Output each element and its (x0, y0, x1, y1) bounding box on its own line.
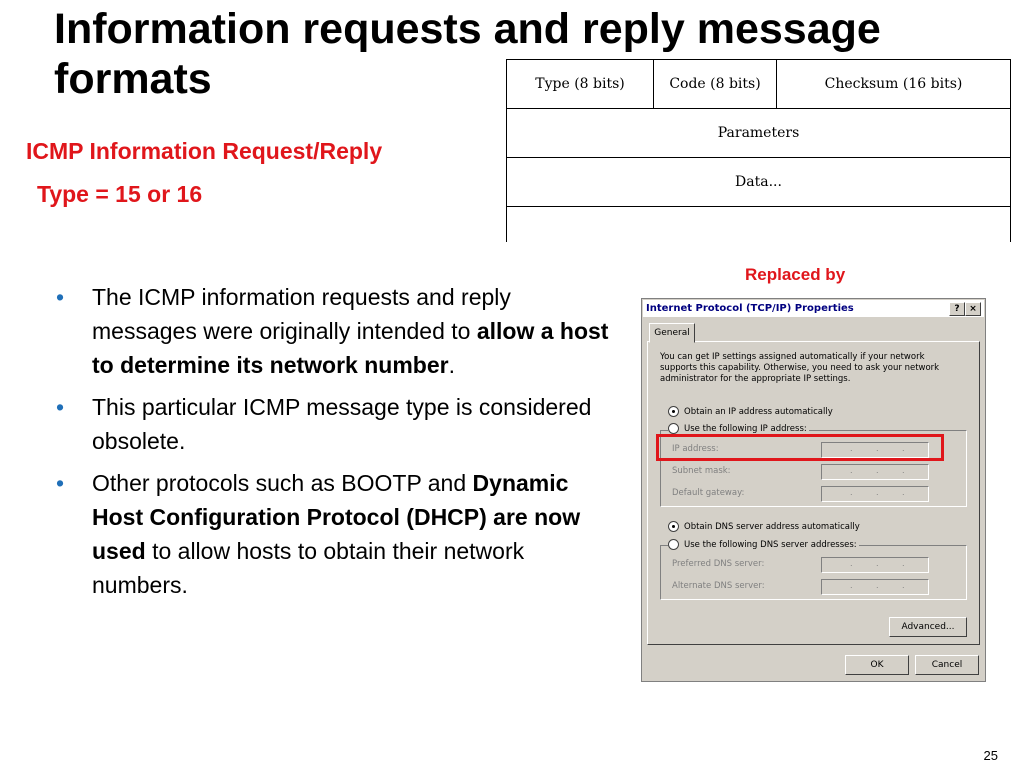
preferred-dns-input[interactable]: . . . (821, 557, 929, 573)
radio-use-following-dns[interactable]: Use the following DNS server addresses: (668, 539, 859, 550)
page-number: 25 (983, 748, 998, 763)
dialog-title: Internet Protocol (TCP/IP) Properties (646, 303, 854, 314)
parameters-cell: Parameters (507, 109, 1011, 158)
cancel-button[interactable]: Cancel (915, 655, 979, 675)
tcpip-properties-dialog (641, 298, 986, 682)
bullet-icon: • (56, 470, 65, 496)
radio-use-following-ip[interactable]: Use the following IP address: (668, 423, 809, 434)
icmp-type-line: Type = 15 or 16 (37, 181, 203, 207)
bullet-icon: • (56, 284, 65, 310)
advanced-button[interactable]: Advanced... (889, 617, 967, 637)
checksum-field-cell: Checksum (16 bits) (777, 60, 1011, 109)
radio-selected-icon (668, 521, 679, 532)
subnet-mask-input[interactable]: . . . (821, 464, 929, 480)
radio-selected-icon (668, 406, 679, 417)
alternate-dns-input[interactable]: . . . (821, 579, 929, 595)
radio-unselected-icon (668, 423, 679, 434)
bullet-bold-text: Dynamic Host Configuration Protocol (DHCP) are now used (92, 470, 581, 564)
default-gateway-label: Default gateway: (672, 488, 745, 498)
replaced-by-label: Replaced by (745, 265, 846, 284)
alternate-dns-label: Alternate DNS server: (672, 581, 765, 591)
ip-address-label: IP address: (672, 444, 719, 454)
message-format-table (506, 59, 1011, 242)
bullet-list (56, 280, 616, 610)
tab-general[interactable]: General (649, 323, 695, 343)
subnet-mask-label: Subnet mask: (672, 466, 731, 476)
bullet-icon: • (56, 394, 65, 420)
bullet-item: • Other protocols such as BOOTP and Dynamic Host Configuration Protocol (DHCP) are now used to allow hosts to obtain their network numbers. (56, 466, 616, 602)
code-field-cell: Code (8 bits) (654, 60, 777, 109)
type-field-cell: Type (8 bits) (507, 60, 654, 109)
dialog-description: You can get IP settings assigned automatically if your network supports this capability. Otherwise, you need to ask your network administrator for the appropriate IP settings. (660, 352, 940, 384)
bullet-item: • This particular ICMP message type is considered obsolete. (56, 390, 616, 458)
slide-title: Information requests and reply message formats (54, 5, 881, 103)
radio-unselected-icon (668, 539, 679, 550)
default-gateway-input[interactable]: . . . (821, 486, 929, 502)
ip-address-highlight-box (656, 434, 944, 461)
radio-obtain-ip-auto[interactable]: Obtain an IP address automatically (668, 406, 833, 417)
dialog-titlebar (643, 300, 984, 317)
ip-address-input[interactable]: . . . (821, 442, 929, 458)
help-button[interactable]: ? (949, 302, 965, 316)
ok-button[interactable]: OK (845, 655, 909, 675)
preferred-dns-label: Preferred DNS server: (672, 559, 765, 569)
empty-cell (507, 207, 1011, 243)
radio-obtain-dns-auto[interactable]: Obtain DNS server address automatically (668, 521, 860, 532)
bullet-item: • The ICMP information requests and reply messages were originally intended to allow a host to determine its network number. (56, 280, 616, 382)
data-cell: Data... (507, 158, 1011, 207)
close-button[interactable]: × (965, 302, 981, 316)
icmp-subtitle: ICMP Information Request/Reply (26, 138, 383, 164)
bullet-bold-text: allow a host to determine its network number (92, 318, 609, 378)
